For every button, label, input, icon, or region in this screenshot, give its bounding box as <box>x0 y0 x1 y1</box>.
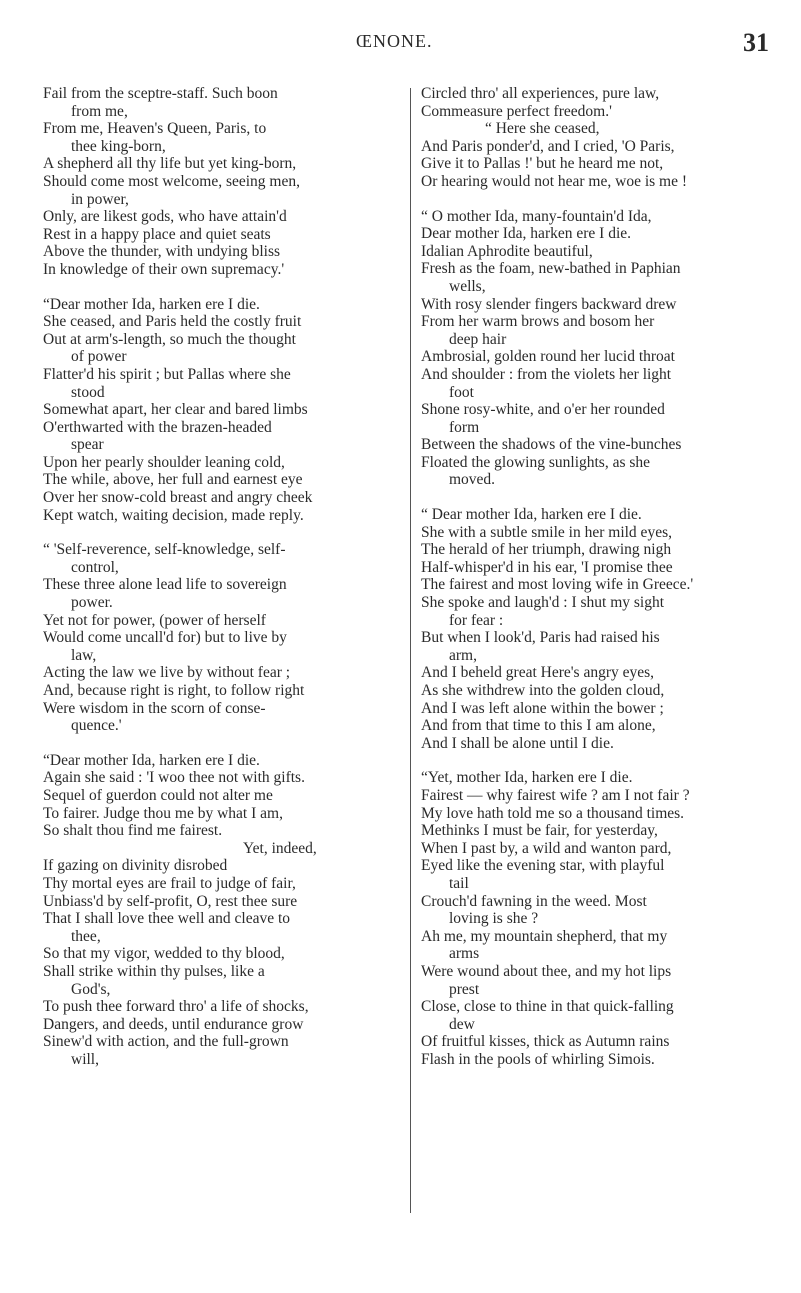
verse-line: Of fruitful kisses, thick as Autumn rains <box>421 1033 670 1051</box>
verse-line: Only, are likest gods, who have attain'd <box>43 208 287 226</box>
verse-line: God's, <box>71 980 111 998</box>
verse-line: The while, above, her full and earnest eye <box>43 471 303 489</box>
verse-line: Crouch'd fawning in the weed. Most <box>421 892 647 910</box>
verse-line: Thy mortal eyes are frail to judge of fair, <box>43 874 296 892</box>
verse-line: And, because right is right, to follow right <box>43 682 305 699</box>
running-title: ŒNONE. <box>356 31 433 51</box>
verse-line: Idalian Aphrodite beautiful, <box>421 242 593 260</box>
verse-line: in power, <box>71 190 129 208</box>
page-header <box>0 28 801 68</box>
verse-line: Sequel of guerdon could not alter me <box>43 786 273 804</box>
verse-line: deep hair <box>449 330 507 348</box>
stanza <box>421 85 751 191</box>
verse-line: Shall strike within thy pulses, like a <box>43 962 265 980</box>
verse-line: So shalt thou find me fairest. <box>43 822 223 840</box>
verse-line: And I was left alone within the bower ; <box>421 699 664 717</box>
verse-line: Yet, indeed, <box>243 839 317 857</box>
verse-line: Kept watch, waiting decision, made reply. <box>43 506 304 524</box>
verse-line: Over her snow-cold breast and angry cheek <box>43 489 313 507</box>
verse-line: Fresh as the foam, new-bathed in Paphian <box>421 260 681 278</box>
verse-line: Above the thunder, with undying bliss <box>43 243 281 261</box>
verse-line: To push thee forward thro' a life of shocks, <box>43 998 309 1016</box>
verse-line: Out at arm's-length, so much the thought <box>43 330 296 348</box>
verse-line: for fear : <box>449 611 504 629</box>
verse-line: thee, <box>71 927 101 945</box>
stanza <box>43 752 373 1069</box>
verse-line: Circled thro' all experiences, pure law, <box>421 85 660 102</box>
verse-line: quence.' <box>71 717 122 735</box>
verse-line: Should come most welcome, seeing men, <box>43 172 300 190</box>
verse-line: Dangers, and deeds, until endurance grow <box>43 1015 304 1033</box>
verse-line: And I beheld great Here's angry eyes, <box>421 664 655 682</box>
verse-line: arm, <box>449 646 477 664</box>
verse-line: prest <box>449 980 480 998</box>
verse-line: control, <box>71 558 119 576</box>
verse-line: spear <box>71 436 104 454</box>
verse-line: These three alone lead life to sovereign <box>43 576 287 594</box>
verse-line: Floated the glowing sunlights, as she <box>421 453 651 471</box>
verse-line: And from that time to this I am alone, <box>421 717 656 735</box>
verse-line: law, <box>71 646 97 664</box>
verse-line: power. <box>71 594 113 612</box>
verse-line: moved. <box>449 471 496 489</box>
verse-line: So that my vigor, wedded to thy blood, <box>43 945 285 963</box>
stanza <box>43 85 373 279</box>
verse-line: Flatter'd his spirit ; but Pallas where she <box>43 365 291 383</box>
verse-line: Somewhat apart, her clear and bared limbs <box>43 401 308 419</box>
verse-line: Give it to Pallas !' but he heard me not, <box>421 155 664 173</box>
verse-line: Were wound about thee, and my hot lips <box>421 962 672 980</box>
verse-line: Unbiass'd by self-profit, O, rest thee sure <box>43 892 298 910</box>
verse-line: From me, Heaven's Queen, Paris, to <box>43 120 267 138</box>
verse-line: arms <box>449 945 480 963</box>
verse-line: And shoulder : from the violets her light <box>421 365 672 383</box>
verse-line: My love hath told me so a thousand times. <box>421 804 685 822</box>
verse-line: With rosy slender fingers backward drew <box>421 295 677 313</box>
stanza <box>421 769 751 1068</box>
verse-line: Flash in the pools of whirling Simois. <box>421 1050 655 1068</box>
verse-line: Half-whisper'd in his ear, 'I promise thee <box>421 558 673 576</box>
verse-line: Shone rosy-white, and o'er her rounded <box>421 401 665 419</box>
verse-line: She spoke and laugh'd : I shut my sight <box>421 594 665 612</box>
verse-line: Ambrosial, golden round her lucid throat <box>421 348 675 366</box>
verse-line: Close, close to thine in that quick-falling <box>421 998 674 1016</box>
verse-line: Again she said : 'I woo thee not with gifts. <box>43 769 305 787</box>
verse-line: thee king-born, <box>71 137 166 155</box>
verse-line: Upon her pearly shoulder leaning cold, <box>43 453 285 471</box>
verse-line: “ 'Self-reverence, self-knowledge, self- <box>43 541 286 559</box>
verse-line: Sinew'd with action, and the full-grown <box>43 1033 289 1051</box>
verse-line: But when I look'd, Paris had raised his <box>421 629 660 647</box>
verse-line: form <box>449 418 480 436</box>
verse-line: wells, <box>449 277 486 295</box>
verse-line: A shepherd all thy life but yet king-born, <box>43 155 297 173</box>
verse-line: When I past by, a wild and wanton pard, <box>421 839 672 857</box>
verse-line: from me, <box>71 102 128 120</box>
verse-line: O'erthwarted with the brazen-headed <box>43 418 272 436</box>
right-column <box>421 85 751 1085</box>
verse-line: The herald of her triumph, drawing nigh <box>421 541 672 559</box>
verse-line: “Dear mother Ida, harken ere I die. <box>43 295 260 313</box>
verse-line: Between the shadows of the vine-bunches <box>421 436 682 454</box>
verse-line: “Yet, mother Ida, harken ere I die. <box>421 769 633 787</box>
stanza <box>421 208 751 490</box>
verse-line: The fairest and most loving wife in Greece.' <box>421 576 694 594</box>
verse-line: She with a subtle smile in her mild eyes, <box>421 523 672 541</box>
verse-line: That I shall love thee well and cleave to <box>43 910 291 928</box>
verse-line: From her warm brows and bosom her <box>421 313 655 331</box>
verse-line: of power <box>71 348 127 366</box>
left-column <box>43 85 373 1085</box>
stanza <box>43 541 373 735</box>
verse-line: dew <box>449 1015 475 1033</box>
verse-line: Rest in a happy place and quiet seats <box>43 225 271 243</box>
verse-line: Dear mother Ida, harken ere I die. <box>421 225 631 243</box>
page-number: 31 <box>743 28 769 57</box>
verse-line: To fairer. Judge thou me by what I am, <box>43 804 283 822</box>
verse-line: loving is she ? <box>449 910 539 928</box>
verse-line: Yet not for power, (power of herself <box>43 611 266 629</box>
verse-line: foot <box>449 383 474 401</box>
verse-line: tail <box>449 874 469 892</box>
verse-line: Fairest — why fairest wife ? am I not fair ? <box>421 786 690 804</box>
verse-line: will, <box>71 1050 99 1068</box>
stanza <box>421 506 751 752</box>
stanza <box>43 296 373 525</box>
verse-line: Eyed like the evening star, with playful <box>421 857 665 875</box>
verse-line: And I shall be alone until I die. <box>421 734 614 752</box>
verse-line: She ceased, and Paris held the costly fruit <box>43 313 302 331</box>
verse-line: “ O mother Ida, many-fountain'd Ida, <box>421 207 652 225</box>
verse-line: In knowledge of their own supremacy.' <box>43 260 285 278</box>
verse-line: Commeasure perfect freedom.' <box>421 102 612 120</box>
verse-line: Acting the law we live by without fear ; <box>43 664 291 682</box>
verse-line: Fail from the sceptre-staff. Such boon <box>43 85 278 102</box>
verse-line: Ah me, my mountain shepherd, that my <box>421 927 668 945</box>
verse-line: As she withdrew into the golden cloud, <box>421 682 665 699</box>
verse-line: And Paris ponder'd, and I cried, 'O Paris, <box>421 137 675 155</box>
verse-line: Or hearing would not hear me, woe is me ! <box>421 172 688 190</box>
verse-line: Methinks I must be fair, for yesterday, <box>421 822 658 840</box>
verse-line: stood <box>71 383 105 401</box>
verse-line: “ Dear mother Ida, harken ere I die. <box>421 506 642 524</box>
verse-line: “ Here she ceased, <box>485 120 600 138</box>
verse-line: Were wisdom in the scorn of conse- <box>43 699 266 717</box>
verse-line: If gazing on divinity disrobed <box>43 857 228 875</box>
column-divider <box>410 88 411 1213</box>
verse-line: Would come uncall'd for) but to live by <box>43 629 287 647</box>
verse-line: “Dear mother Ida, harken ere I die. <box>43 751 260 769</box>
